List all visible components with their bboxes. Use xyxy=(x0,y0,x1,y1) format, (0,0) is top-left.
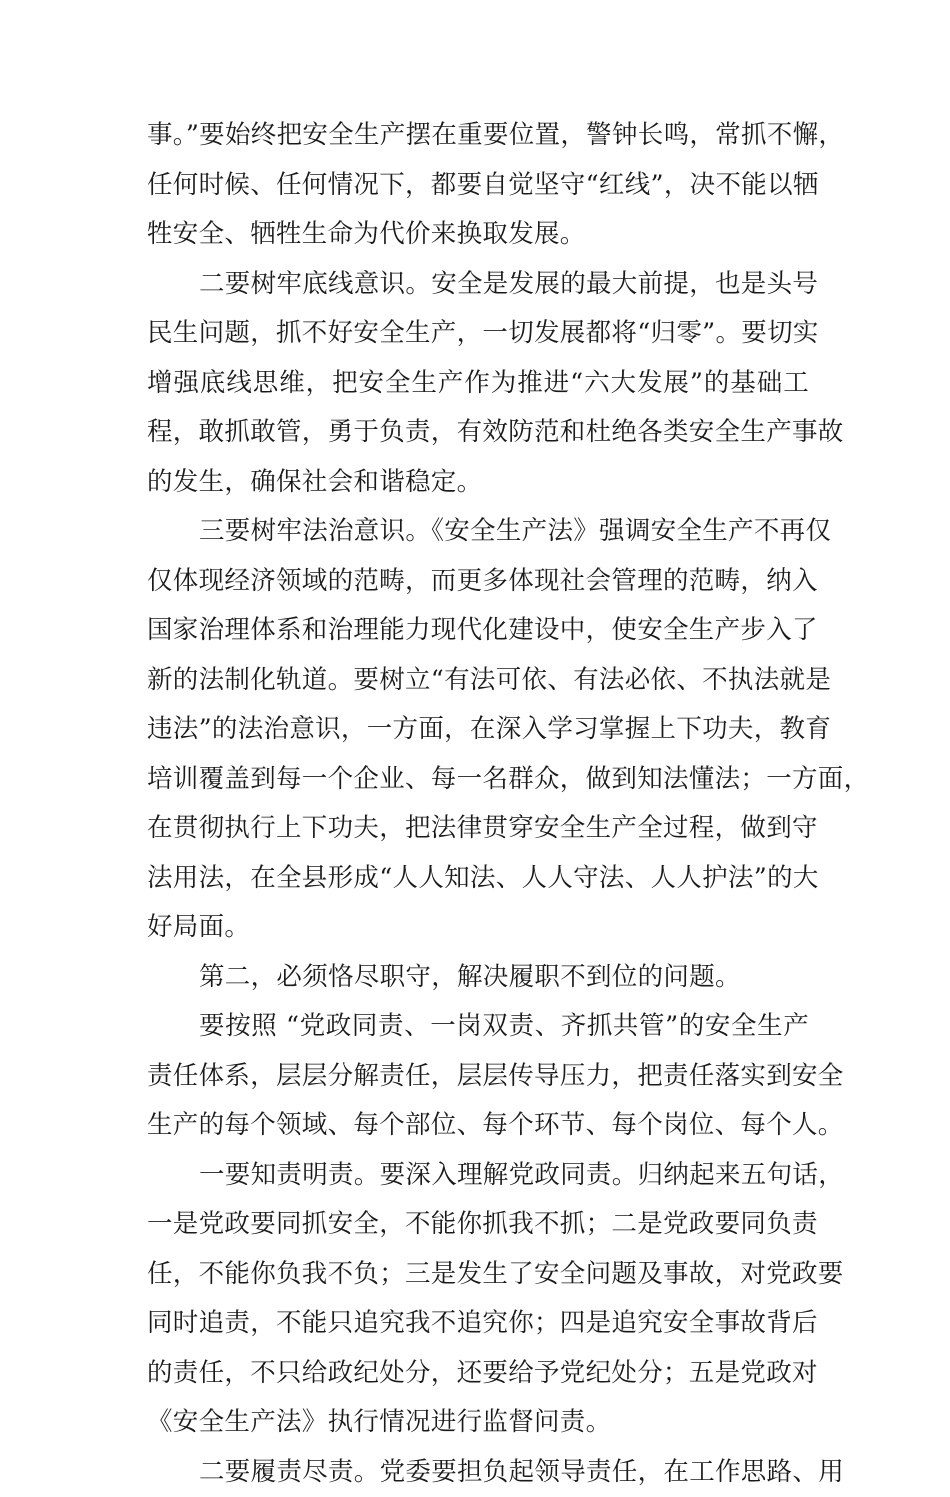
text-line: 要按照 “党政同责、一岗双责、齐抓共管”的安全生产 xyxy=(147,1002,809,1052)
text-line: 培训覆盖到每一个企业、每一名群众，做到知法懂法；一方面， xyxy=(147,755,809,805)
text-line: 二要树牢底线意识。安全是发展的最大前提，也是头号 xyxy=(147,260,809,310)
text-line: 好局面。 xyxy=(147,903,809,953)
text-line: 任何时候、任何情况下，都要自觉坚守“红线”，决不能以牺 xyxy=(147,161,809,211)
document-body xyxy=(147,111,809,1497)
text-line: 法用法，在全县形成“人人知法、人人守法、人人护法”的大 xyxy=(147,854,809,904)
text-line: 三要树牢法治意识。《安全生产法》强调安全生产不再仅 xyxy=(147,507,809,557)
text-line: 违法”的法治意识，一方面，在深入学习掌握上下功夫，教育 xyxy=(147,705,809,755)
text-line: 新的法制化轨道。要树立“有法可依、有法必依、不执法就是 xyxy=(147,656,809,706)
text-line: 二要履责尽责。党委要担负起领导责任，在工作思路、用 xyxy=(147,1448,809,1497)
text-line: 在贯彻执行上下功夫，把法律贯穿安全生产全过程，做到守 xyxy=(147,804,809,854)
text-line: 仅体现经济领域的范畴，而更多体现社会管理的范畴，纳入 xyxy=(147,557,809,607)
text-line: 民生问题，抓不好安全生产，一切发展都将“归零”。要切实 xyxy=(147,309,809,359)
text-line: 的发生，确保社会和谐稳定。 xyxy=(147,458,809,508)
text-line: 事。”要始终把安全生产摆在重要位置，警钟长鸣，常抓不懈， xyxy=(147,111,809,161)
text-line: 任，不能你负我不负；三是发生了安全问题及事故，对党政要 xyxy=(147,1250,809,1300)
text-line: 的责任，不只给政纪处分，还要给予党纪处分；五是党政对 xyxy=(147,1349,809,1399)
text-line: 增强底线思维，把安全生产作为推进“六大发展”的基础工 xyxy=(147,359,809,409)
text-line: 《安全生产法》执行情况进行监督问责。 xyxy=(147,1398,809,1448)
text-line: 第二，必须恪尽职守，解决履职不到位的问题。 xyxy=(147,953,809,1003)
text-line: 牲安全、牺牲生命为代价来换取发展。 xyxy=(147,210,809,260)
text-line: 国家治理体系和治理能力现代化建设中，使安全生产步入了 xyxy=(147,606,809,656)
text-line: 程，敢抓敢管，勇于负责，有效防范和杜绝各类安全生产事故 xyxy=(147,408,809,458)
text-line: 生产的每个领域、每个部位、每个环节、每个岗位、每个人。 xyxy=(147,1101,809,1151)
text-line: 同时追责，不能只追究我不追究你；四是追究安全事故背后 xyxy=(147,1299,809,1349)
text-line: 一要知责明责。要深入理解党政同责。归纳起来五句话， xyxy=(147,1151,809,1201)
text-line: 责任体系，层层分解责任，层层传导压力，把责任落实到安全 xyxy=(147,1052,809,1102)
text-line: 一是党政要同抓安全，不能你抓我不抓；二是党政要同负责 xyxy=(147,1200,809,1250)
